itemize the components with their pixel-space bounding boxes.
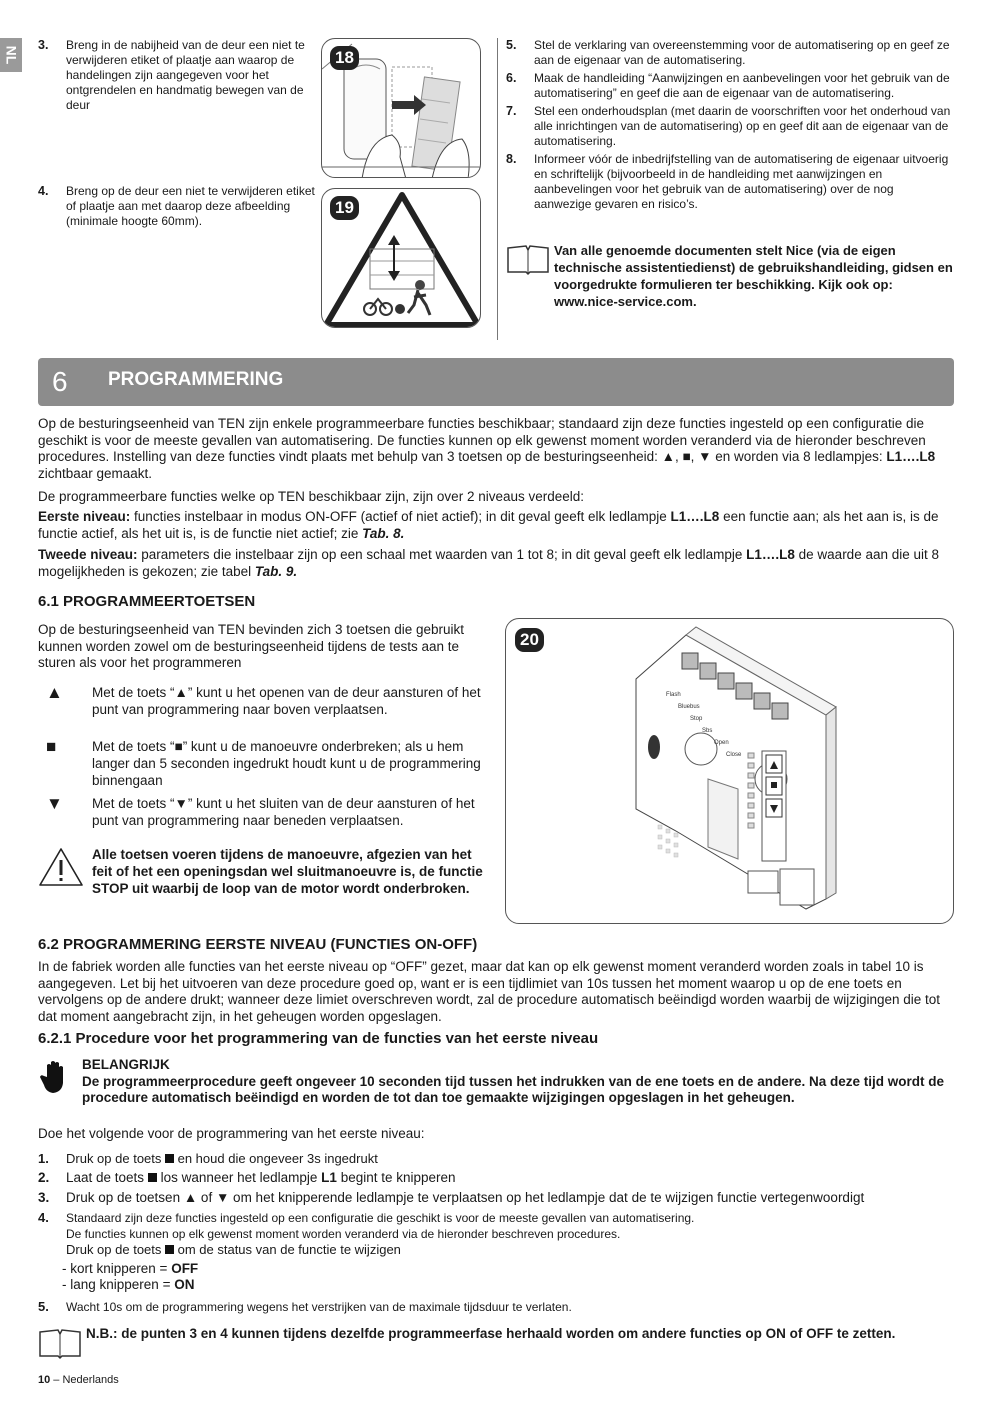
key-up-row: ▲ Met de toets “▲” kunt u het openen van de deur aansturen of het punt van programmering naar boven verplaatsen. [38,684,483,718]
proc-step-5: 5. Wacht 10s om de programmering wegens het verstrijken van de maximale tijdsduur te verlaten. [38,1299,572,1314]
arrow-down-icon: ▼ [46,794,63,813]
intro-paragraph: Op de besturingseenheid van TEN zijn enkele programmeerbare functies beschikbaar; standaard zijn deze functies ingesteld op een configuratie die geschikt is voor de meeste gevallen van automatisering. De functies kunnen op elk gewenst moment worden veranderd via de hieronder beschreven procedures. Instelling van deze functies vindt plaats met behulp van 3 toetsen op de besturingseenheid: ▲, ■, ▼ en worden via 8 ledlampjes: L1….L8 zichtbaar gemaakt. [38,416,936,481]
step-6: 6. Maak de handleiding “Aanwijzingen en aanbevelingen voor het gebruik van de automatisering” en geef die aan de eigenaar van de automatisering. [506,71,950,100]
do-text: Doe het volgende voor de programmering van het eerste niveau: [38,1126,425,1141]
step-3: 3. Breng in de nabijheid van de deur een niet te verwijderen etiket of plaatje aan waarop de handelingen zijn aangegeven voor het ontgrendelen en handmatig bewegen van de deur [38,38,305,112]
docs-note: Van alle genoemde documenten stelt Nice (via de eigen technische assistentiedienst) de gebruikshandleiding, gidsen en voorgedrukte formulieren ter beschikking. Kijk ook op: www.nice-service.com. [506,242,954,310]
square-stop-icon [148,1173,157,1182]
figure-20-label: 20 [515,628,544,652]
page-footer: 10 – Nederlands [38,1374,119,1386]
important-note: BELANGRIJK De programmeerprocedure geeft ongeveer 10 seconden tijd tussen het indrukken van de ene toets en de andere. Na deze tijd wordt de procedure automatisch beëindigd en worden de tot dan toe gemaakte wijzigingen opgeslagen in het geheugen. [38,1057,954,1107]
heading-6-1: 6.1 PROGRAMMEERTOETSEN [38,593,256,610]
section-title: PROGRAMMERING [108,369,284,390]
book-icon [38,1326,82,1360]
step-7: 7. Stel een onderhoudsplan (met daarin de voorschriften voor het onderhoud van alle inrichtingen van de automatisering) op en geef dit aan de eigenaar van de automatisering. [506,104,951,148]
section-header [38,358,954,406]
square-stop-icon: ■ [46,737,57,756]
heading-6-2-1: 6.2.1 Procedure voor het programmering van de functies van het eerste niveau [38,1030,599,1047]
nb-note: N.B.: de punten 3 en 4 kunnen tijdens dezelfde programmeerfase herhaald worden om andere functies op ON of OFF te zetten. [38,1326,954,1360]
procedure-list [38,1151,954,1315]
figure-19-label: 19 [330,196,359,220]
level-1-description: Eerste niveau: functies instelbaar in modus ON-OFF (actief of niet actief); in dit geval geeft elk ledlampje L1….L8 een functie aan; als het aan is, is de functie actief, als het uit is, is de functie niet actief; zie Tab. 8. [38,509,939,541]
column-divider [497,38,498,340]
proc-step-1: 1. Druk op de toets en houd die ongeveer 3s ingedrukt [38,1151,378,1166]
paragraph-6-2: In de fabriek worden alle functies van het eerste niveau op “OFF” gezet, maar dat kan op elk gewenst moment veranderd worden zoals in tabel 10 is aangegeven. Let bij het uitvoeren van deze procedure goed op, want er is een tijdlimiet van 10s tussen het moment waarop u op de ene toets en vervolgens op de andere drukt; wanneer deze limiet overschreven wordt, zal de procedure automatisch beëindigd worden waarbij de wijzigingen die tot dat moment aangebracht zijn, in het geheugen worden opgeslagen. [38,959,941,1024]
level-2-description: Tweede niveau: parameters die instelbaar zijn op een schaal met waarden van 1 tot 8; in dit geval geeft elk ledlampje L1….L8 de waarde aan die uit 8 mogelijkheden is gekozen; zie tabel Tab. 9. [38,547,940,579]
proc-step-4: 4. Standaard zijn deze functies ingesteld op een configuratie die geschikt is voor de meeste gevallen van automatisering. De functies kunnen op elk gewenst moment worden veranderd via de hieronder beschreven procedures. Druk op de toets om de status van de functie te wijzigen [38,1210,695,1257]
right-steps [506,38,954,212]
control-board-illustration [506,619,954,924]
proc-step-2: 2. Laat de toets los wanneer het ledlampje L1 begint te knipperen [38,1170,456,1185]
proc-step-3: 3. Druk op de toetsen ▲ of ▼ om het knipperende ledlampje te verplaatsen op het ledlampje dat de te wijzigen functie vertegenwoordigt [38,1190,865,1205]
heading-6-2: 6.2 PROGRAMMERING EERSTE NIVEAU (FUNCTIES ON-OFF) [38,936,478,953]
key-stop-row: ■ Met de toets “■” kunt u de manoeuvre onderbreken; als u hem langer dan 5 seconden ingedrukt houdt kunt u de programmering binnengaan [38,738,483,789]
section-number: 6 [52,366,68,397]
book-icon [506,242,550,276]
square-stop-icon [165,1154,174,1163]
language-tab: NL [0,38,22,72]
arrow-up-icon: ▲ [46,683,63,702]
key-down-row: ▼ Met de toets “▼” kunt u het sluiten van de deur aansturen of het punt van programmering naar beneden verplaatsen. [38,795,483,829]
intro-levels: De programmeerbare functies welke op TEN beschikbaar zijn, zijn over 2 niveaus verdeeld: [38,489,585,504]
step-5: 5. Stel de verklaring van overeenstemming voor de automatisering op en geef ze aan de eigenaar van de automatisering. [506,38,950,67]
keys-list [38,684,483,829]
board-terminal-labels: Flash Bluebus Stop Sbs Open Close [666,692,742,758]
stop-warning: Alle toetsen voeren tijdens de manoeuvre, afgezien van het feit of het een openingsdan wel sluitmanoeuvre is, de functie STOP uit waarbij de loop van de motor wordt onderbroken. [38,846,483,897]
figure-18-label: 18 [330,46,359,70]
warning-icon [38,846,84,888]
square-stop-icon [165,1245,174,1254]
paragraph-6-1: Op de besturingseenheid van TEN bevinden zich 3 toetsen die gebruikt kunnen worden zowel om de besturingseenheid tijdens de tests aan te sturen als voor het programmeren [38,622,465,670]
stop-hand-icon [38,1059,72,1095]
step-4: 4. Breng op de deur een niet te verwijderen etiket of plaatje aan met daarop deze afbeelding (minimale hoogte 60mm). [38,184,315,228]
figure-20 [505,618,954,924]
proc-long-blink: - lang knipperen = ON [62,1277,195,1292]
step-8: 8. Informeer vóór de inbedrijfstelling van de automatisering de eigenaar uitvoerig en schriftelijk (bijvoorbeeld in de handleiding met aanwijzingen en aanbevelingen voor het gebruik van de automatisering) over de nog aanwezige gevaren en risico’s. [506,152,949,211]
proc-short-blink: - kort knipperen = OFF [62,1261,199,1276]
